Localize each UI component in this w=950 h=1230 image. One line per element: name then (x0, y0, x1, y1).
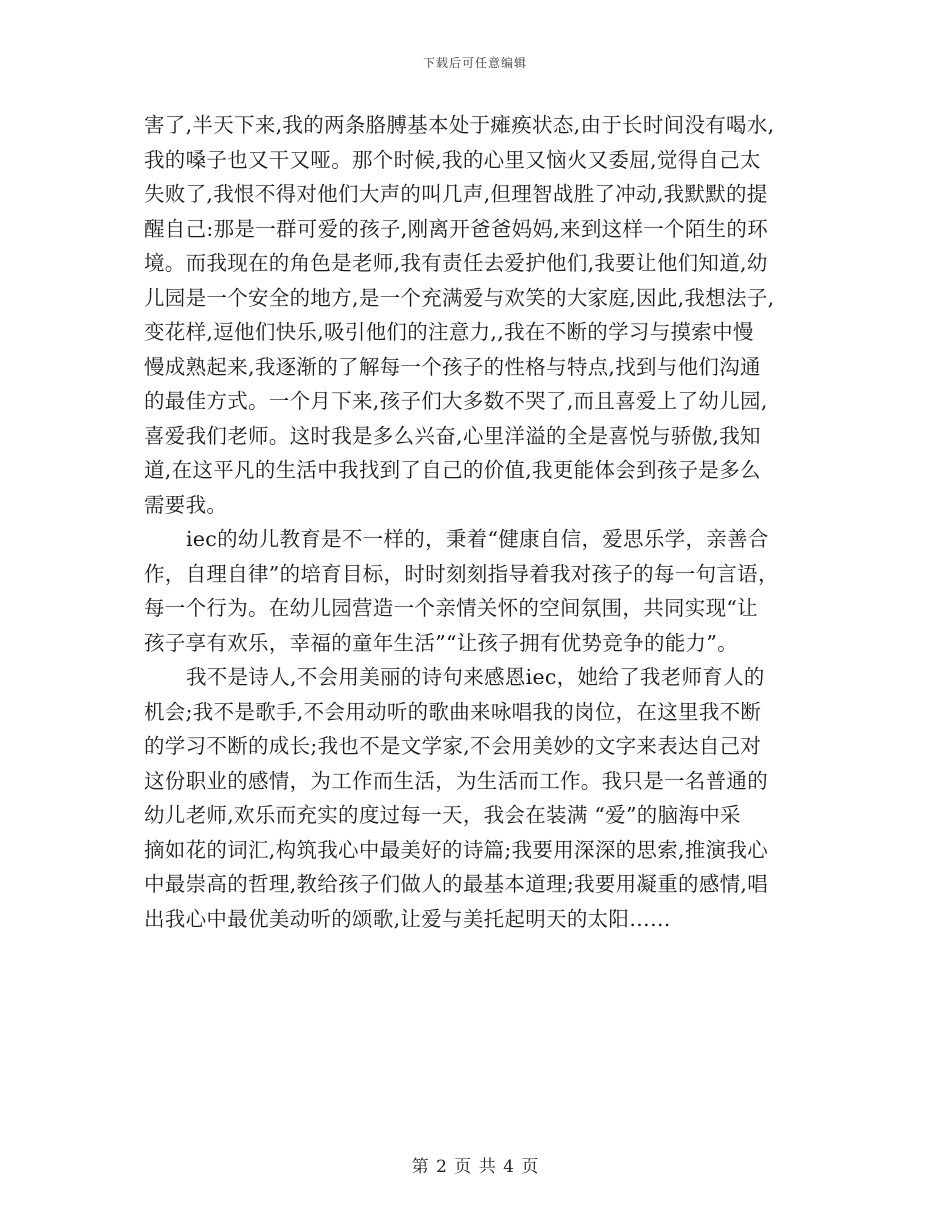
paragraph-first-line: 我不是诗人,不会用美丽的诗句来感恩iec，她给了我老师育人的 (186, 665, 765, 689)
text-line: 这份职业的感情，为工作而生活，为生活而工作。我只是一名普通的 (144, 768, 768, 793)
text-line: 每一个行为。在幼儿园营造一个亲情关怀的空间氛围，共同实现“让 (144, 596, 758, 620)
text-line: 我的嗓子也又干又哑。那个时候,我的心里又恼火又委屈,觉得自己太 (144, 147, 761, 172)
text-line: 需要我。 (144, 492, 228, 517)
text-line: 孩子享有欢乐，幸福的童年生活”“让孩子拥有优势竞争的能力”。 (144, 630, 738, 655)
text-line: 喜爱我们老师。这时我是多么兴奋,心里洋溢的全是喜悦与骄傲,我知 (144, 423, 761, 448)
text-line: 机会;我不是歌手,不会用动听的歌曲来咏唱我的岗位，在这里我不断 (144, 699, 762, 724)
text-line: 醒自己:那是一群可爱的孩子,刚离开爸爸妈妈,来到这样一个陌生的环 (144, 216, 769, 241)
page-number-footer: 第 2 页 共 4 页 (411, 1157, 539, 1177)
text-line: 慢成熟起来,我逐渐的了解每一个孩子的性格与特点,找到与他们沟通 (144, 354, 761, 379)
paragraph-first-line: iec的幼儿教育是不一样的，秉着“健康自信，爱思乐学，亲善合 (186, 527, 769, 551)
text-line: 变花样,逗他们快乐,吸引他们的注意力,,我在不断的学习与摸索中慢 (144, 320, 754, 344)
page-header: 下载后可任意编辑 (422, 56, 527, 70)
text-line: 道,在这平凡的生活中我找到了自己的价值,我更能体会到孩子是多么 (144, 458, 761, 482)
text-line: 害了,半天下来,我的两条胳膊基本处于瘫痪状态,由于长时间没有喝水, (144, 113, 775, 137)
text-line: 幼儿老师,欢乐而充实的度过每一天，我会在装满 “爱”的脑海中采 (144, 803, 741, 827)
text-line: 的最佳方式。一个月下来,孩子们大多数不哭了,而且喜爱上了幼儿园, (144, 389, 768, 413)
text-line: 作，自理自律”的培育目标，时时刻刻指导着我对孩子的每一句言语， (144, 561, 779, 586)
text-line: 儿园是一个安全的地方,是一个充满爱与欢笑的大家庭,因此,我想法子, (144, 285, 775, 310)
text-line: 的学习不断的成长;我也不是文学家,不会用美妙的文字来表达自己对 (144, 734, 762, 758)
document-body (144, 108, 812, 936)
text-line: 失败了,我恨不得对他们大声的叫几声,但理智战胜了冲动,我默默的提 (144, 182, 768, 206)
text-line: 摘如花的词汇,构筑我心中最美好的诗篇;我要用深深的思索,推演我心 (144, 837, 769, 862)
text-line: 出我心中最优美动听的颂歌,让爱与美托起明天的太阳…… (144, 906, 671, 931)
text-line: 境。而我现在的角色是老师,我有责任去爱护他们,我要让他们知道,幼 (144, 251, 768, 275)
text-line: 中最崇高的哲理,教给孩子们做人的最基本道理;我要用凝重的感情,唱 (144, 872, 769, 896)
